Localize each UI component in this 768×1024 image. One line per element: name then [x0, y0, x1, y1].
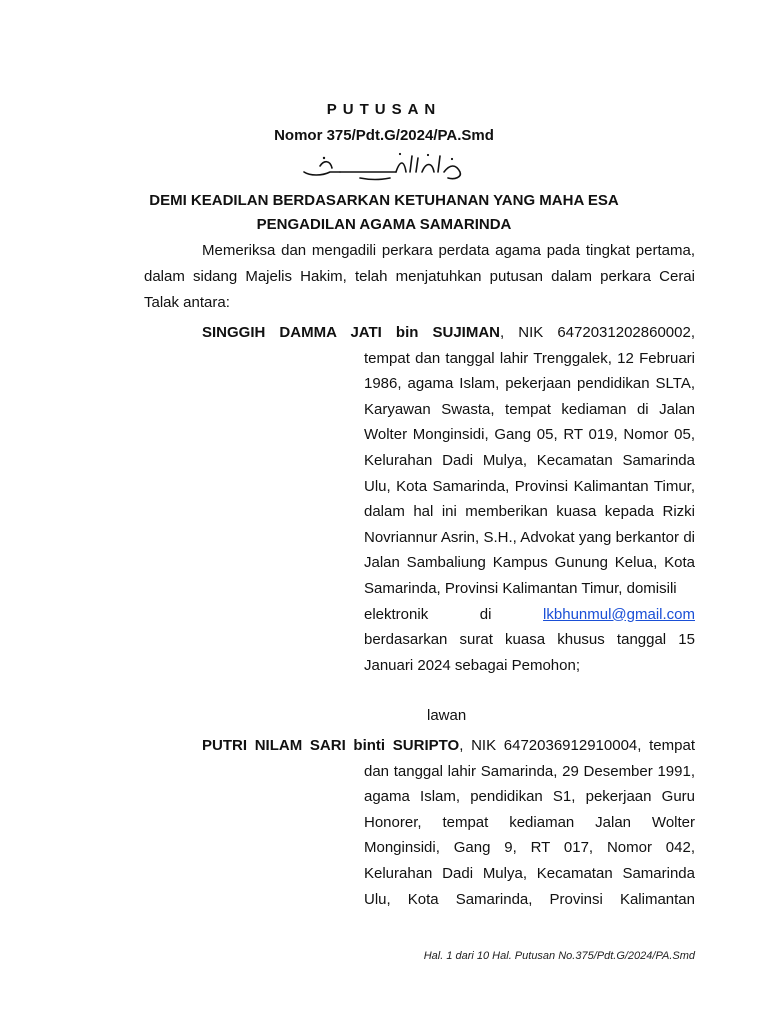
basmalah-calligraphy-icon — [300, 150, 468, 182]
email-di: di — [479, 605, 492, 623]
party-termohon-nik: , NIK 6472036912910004, tempat — [459, 737, 695, 754]
email-label: elektronik — [364, 605, 429, 623]
party-pemohon-first-line — [202, 320, 695, 346]
party-termohon-name: PUTRI NILAM SARI binti SURIPTO — [202, 737, 460, 754]
party-pemohon — [202, 320, 695, 678]
case-number: Nomor 375/Pdt.G/2024/PA.Smd — [274, 127, 494, 144]
heading-demi-keadilan: DEMI KEADILAN BERDASARKAN KETUHANAN YANG MAHA ESA — [149, 192, 619, 209]
email-link[interactable]: lkbhunmul@gmail.com — [543, 605, 695, 623]
party-termohon-details: dan tanggal lahir Samarinda, 29 Desember 1991, agama Islam, pendidikan S1, pekerjaan Guru Honorer, tempat kediaman Jalan Wolter Monginsidi, Gang 9, RT 017, Nomor 042, Kelurahan Dadi Mulya, Kecamatan Samarinda Ulu, Kota Samarinda, Provinsi Kalimantan — [364, 762, 695, 908]
lawan-label: lawan — [427, 707, 467, 724]
party-pemohon-tail: berdasarkan surat kuasa khusus tanggal 15 Januari 2024 sebagai Pemohon; — [364, 631, 695, 674]
party-pemohon-details: tempat dan tanggal lahir Trenggalek, 12 Februari 1986, agama Islam, pekerjaan pendidikan SLTA, Karyawan Swasta, tempat kediaman di Jalan Wolter Monginsidi, Gang 05, RT 019, Nomor 05, Kelurahan Dadi Mulya, Kecamatan Samarinda Ulu, Kota Samarinda, Provinsi Kalimantan Timur, dalam hal ini memberikan kuasa kepada Rizki Novriannur Asrin, S.H., Advokat yang berkantor di Jalan Sambaliung Kampus Gunung Kelua, Kota Samarinda, Provinsi Kalimantan Timur, domisili — [364, 349, 695, 597]
heading-court-name: PENGADILAN AGAMA SAMARINDA — [256, 216, 512, 233]
document-title: PUTUSAN — [326, 101, 442, 118]
party-termohon — [202, 733, 695, 912]
party-pemohon-name: SINGGIH DAMMA JATI bin SUJIMAN — [202, 324, 500, 341]
page-footer: Hal. 1 dari 10 Hal. Putusan No.375/Pdt.G/2024/PA.Smd — [423, 950, 695, 962]
party-pemohon-nik: , NIK 6472031202860002, — [500, 324, 695, 341]
email-line — [364, 602, 695, 628]
intro-paragraph: Memeriksa dan mengadili perkara perdata agama pada tingkat pertama, dalam sidang Majelis Hakim, telah menjatuhkan putusan dalam perkara Cerai Talak antara: — [144, 242, 695, 311]
party-termohon-first-line — [202, 733, 695, 759]
